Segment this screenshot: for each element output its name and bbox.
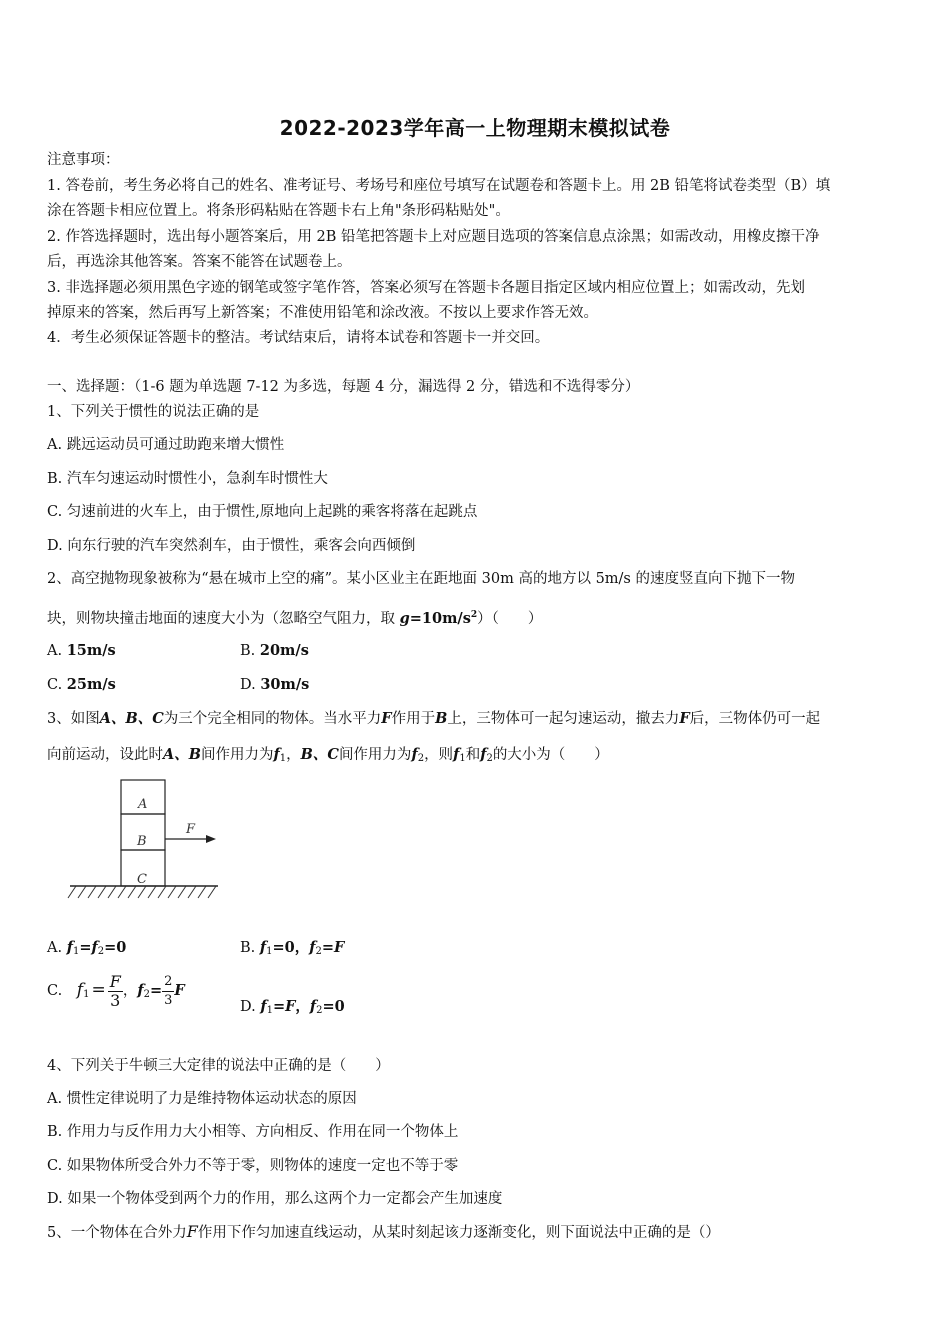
q1-option-a: A. 跳远运动员可通过助跑来增大惯性	[47, 437, 285, 453]
page-title: 2022-2023学年高一上物理期末模拟试卷	[279, 116, 671, 140]
force-arrowhead-icon	[206, 835, 216, 843]
fraction-2-over-3: $\frac{2}{3}$	[164, 973, 173, 1008]
block-b-label: B	[137, 834, 147, 849]
question-1-stem: 1、下列关于惯性的说法正确的是	[47, 404, 260, 420]
q1-option-d: D. 向东行驶的汽车突然刹车，由于惯性，乘客会向西倾倒	[47, 538, 416, 554]
q3-option-b: B. $f_1=0$，$f_2=F$	[240, 939, 345, 957]
question-4-stem: 4、下列关于牛顿三大定律的说法中正确的是（ ）	[47, 1058, 390, 1074]
q4-option-c: C. 如果物体所受合外力不等于零，则物体的速度一定也不等于零	[47, 1158, 459, 1174]
notice-line: 3. 非选择题必须用黑色字迹的钢笔或签字笔作答，答案必须写在答题卡各题目指定区域内相应位置上；如需改动，先划	[47, 280, 805, 296]
force-label: F	[186, 822, 196, 837]
q3-option-c: C. $f_1$ = $\frac{F}{3}$ ，$f_2=$ $\frac{2}{3}$ F	[47, 971, 185, 1010]
block-c-label: C	[137, 872, 147, 887]
q2-option-b: B. 20m/s	[240, 642, 309, 659]
q2-option-c: C. 25m/s	[47, 676, 116, 693]
question-3-line-1: 3、如图A、B、C为三个完全相同的物体。当水平力F作用于B上，三物体可一起匀速运动，撤去力F后，三物体仍可一起	[47, 710, 821, 727]
q4-option-d: D. 如果一个物体受到两个力的作用，那么这两个力一定都会产生加速度	[47, 1191, 503, 1207]
fraction-f-over-3: $\frac{F}{3}$	[109, 971, 121, 1010]
q4-option-b: B. 作用力与反作用力大小相等、方向相反、作用在同一个物体上	[47, 1124, 459, 1140]
notice-line: 2. 作答选择题时，选出每小题答案后，用 2B 铅笔把答题卡上对应题目选项的答案信息点涂黑；如需改动，用橡皮擦干净	[47, 229, 820, 245]
block-a-label: A	[138, 797, 148, 812]
notice-line: 后，再选涂其他答案。答案不能答在试题卷上。	[47, 254, 352, 270]
q2-option-d: D. 30m/s	[240, 676, 310, 693]
question-2-line-2: 块，则物块撞击地面的速度大小为（忽略空气阻力，取 $g=10m/s^2$）（ ）	[47, 610, 543, 627]
question-5-stem: 5、一个物体在合外力F作用下作匀加速直线运动，从某时刻起该力逐渐变化，则下面说法中正确的是（）	[47, 1222, 720, 1241]
notice-heading: 注意事项：	[47, 152, 120, 168]
ground-hatching	[68, 886, 216, 898]
q3-option-a: A. $f_1=f_2=0$	[47, 939, 127, 957]
section-heading: 一、选择题：（1-6 题为单选题 7-12 为多选，每题 4 分，漏选得 2 分，错选和不选得零分）	[47, 379, 640, 395]
q2-option-a: A. 15m/s	[47, 642, 116, 659]
notice-line: 4．考生必须保证答题卡的整洁。考试结束后，请将本试卷和答题卡一并交回。	[47, 330, 550, 346]
notice-line: 涂在答题卡相应位置上。将条形码粘贴在答题卡右上角"条形码粘贴处"。	[47, 203, 510, 219]
stacked-blocks-figure	[60, 776, 230, 906]
q1-option-c: C. 匀速前进的火车上，由于惯性,原地向上起跳的乘客将落在起跳点	[47, 504, 478, 520]
q4-option-a: A. 惯性定律说明了力是维持物体运动状态的原因	[47, 1091, 357, 1107]
q3-option-d: D. $f_1=F$，$f_2=0$	[240, 998, 345, 1016]
question-2-line-1: 2、高空抛物现象被称为“悬在城市上空的痛”。某小区业主在距地面 30m 高的地方以 5m/s 的速度竖直向下抛下一物	[47, 571, 795, 587]
q1-option-b: B. 汽车匀速运动时惯性小，急刹车时惯性大	[47, 471, 328, 487]
question-3-line-2: 向前运动，设此时A、B间作用力为$f_1$，B、C间作用力为$f_2$，则$f_1$和$f_2$的大小为（ ）	[47, 746, 609, 764]
notice-line: 掉原来的答案，然后再写上新答案；不准使用铅笔和涂改液。不按以上要求作答无效。	[47, 305, 598, 321]
notice-line: 1. 答卷前，考生务必将自己的姓名、准考证号、考场号和座位号填写在试题卷和答题卡上。用 2B 铅笔将试卷类型（B）填	[47, 178, 831, 194]
